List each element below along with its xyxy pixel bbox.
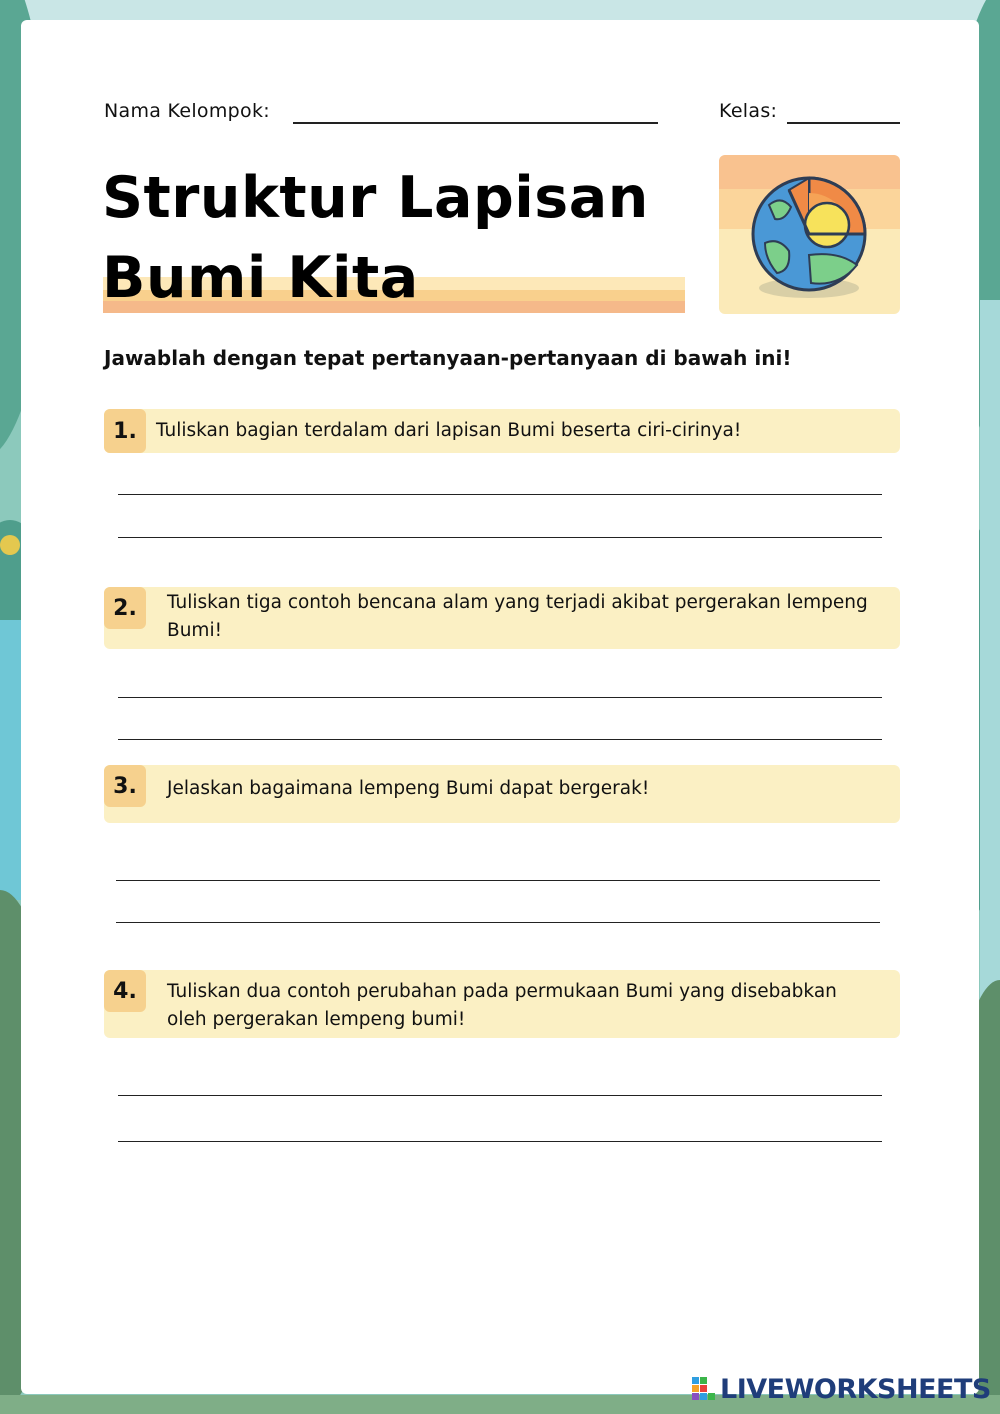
question-1	[104, 409, 900, 453]
title-line-1: Struktur Lapisan	[102, 165, 649, 231]
class-label: Kelas:	[719, 100, 778, 122]
answer-line[interactable]	[116, 922, 880, 923]
class-field[interactable]	[787, 122, 900, 124]
question-3	[104, 765, 900, 823]
question-number: 1.	[104, 409, 146, 453]
question-text: Jelaskan bagaimana lempeng Bumi dapat bergerak!	[167, 778, 650, 799]
page-title	[102, 158, 722, 318]
question-number: 2.	[104, 587, 146, 629]
answer-line[interactable]	[118, 1141, 882, 1142]
instruction-text: Jawablah dengan tepat pertanyaan-pertanyaan di bawah ini!	[104, 346, 792, 370]
liveworksheets-brand[interactable]	[692, 1372, 991, 1406]
group-name-label: Nama Kelompok:	[104, 100, 270, 122]
answer-line[interactable]	[118, 697, 882, 698]
question-text: Tuliskan tiga contoh bencana alam yang terjadi akibat pergerakan lempeng Bumi!	[167, 592, 868, 641]
answer-line[interactable]	[118, 739, 882, 740]
answer-line[interactable]	[118, 1095, 882, 1096]
question-number: 4.	[104, 970, 146, 1012]
title-line-2: Bumi Kita	[102, 245, 419, 311]
brand-name: LIVEWORKSHEETS	[720, 1373, 991, 1405]
question-4	[104, 970, 900, 1038]
answer-line[interactable]	[116, 880, 880, 881]
question-number: 3.	[104, 765, 146, 807]
question-text: Tuliskan bagian terdalam dari lapisan Bumi beserta ciri-cirinya!	[156, 420, 742, 441]
answer-line[interactable]	[118, 537, 882, 538]
question-text: Tuliskan dua contoh perubahan pada permukaan Bumi yang disebabkan oleh pergerakan lempeng bumi!	[167, 981, 837, 1030]
liveworksheets-logo-icon	[692, 1377, 716, 1401]
group-name-field[interactable]	[293, 122, 658, 124]
earth-layers-icon	[719, 155, 900, 314]
answer-line[interactable]	[118, 494, 882, 495]
question-2	[104, 587, 900, 649]
